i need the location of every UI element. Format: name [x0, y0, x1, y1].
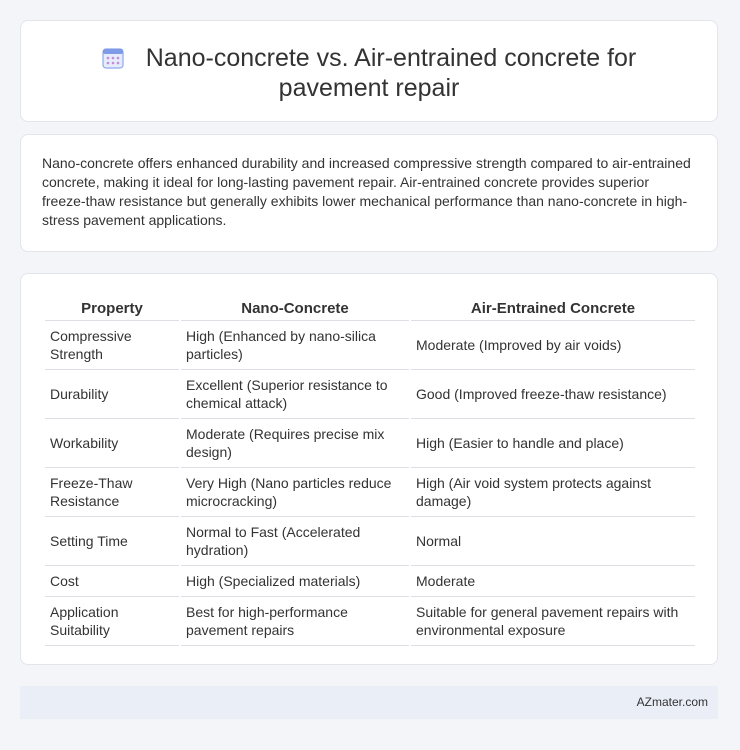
- row-property: Freeze-Thaw Resistance: [45, 468, 179, 517]
- row-air-value: High (Easier to handle and place): [411, 419, 695, 468]
- row-property: Workability: [45, 419, 179, 468]
- table-row: [45, 321, 695, 370]
- row-property: Durability: [45, 370, 179, 419]
- intro-paragraph: Nano-concrete offers enhanced durability and increased compressive strength compared to air-entrained concrete, making it ideal for long-lasting pavement repair. Air-entrained concrete provides superior freeze-thaw resistance but generally exhibits lower mechanical performance than nano-concrete in high-stress pavement applications.: [42, 155, 691, 228]
- intro-card: [20, 134, 718, 252]
- row-air-value: Suitable for general pavement repairs with environmental exposure: [411, 597, 695, 646]
- row-nano-value: High (Specialized materials): [181, 566, 409, 597]
- row-nano-value: Moderate (Requires precise mix design): [181, 419, 409, 468]
- page-title: Nano-concrete vs. Air-entrained concrete for pavement repair: [145, 44, 637, 102]
- table-header-row: [45, 296, 695, 321]
- table-row: [45, 566, 695, 597]
- row-property: Application Suitability: [45, 597, 179, 646]
- row-nano-value: Best for high-performance pavement repairs: [181, 597, 409, 646]
- comparison-table: [43, 296, 697, 646]
- row-air-value: Good (Improved freeze-thaw resistance): [411, 370, 695, 419]
- title-card: [20, 20, 718, 122]
- header-nano-concrete: Nano-Concrete: [181, 296, 409, 321]
- page-title-wrap: [21, 43, 717, 103]
- header-air-entrained: Air-Entrained Concrete: [411, 296, 695, 321]
- table-row: [45, 468, 695, 517]
- table-row: [45, 419, 695, 468]
- header-property: Property: [45, 296, 179, 321]
- row-property: Compressive Strength: [45, 321, 179, 370]
- row-nano-value: High (Enhanced by nano-silica particles): [181, 321, 409, 370]
- table-row: [45, 370, 695, 419]
- comparison-card: [20, 273, 718, 665]
- footer-bar: [20, 686, 718, 719]
- row-nano-value: Normal to Fast (Accelerated hydration): [181, 517, 409, 566]
- table-row: [45, 597, 695, 646]
- row-nano-value: Excellent (Superior resistance to chemical attack): [181, 370, 409, 419]
- row-air-value: Moderate (Improved by air voids): [411, 321, 695, 370]
- row-air-value: Moderate: [411, 566, 695, 597]
- row-air-value: Normal: [411, 517, 695, 566]
- row-property: Setting Time: [45, 517, 179, 566]
- row-property: Cost: [45, 566, 179, 597]
- row-nano-value: Very High (Nano particles reduce microcracking): [181, 468, 409, 517]
- calendar-grid-icon: [102, 47, 124, 69]
- footer-site-link[interactable]: AZmater.com: [636, 695, 708, 709]
- table-row: [45, 517, 695, 566]
- row-air-value: High (Air void system protects against damage): [411, 468, 695, 517]
